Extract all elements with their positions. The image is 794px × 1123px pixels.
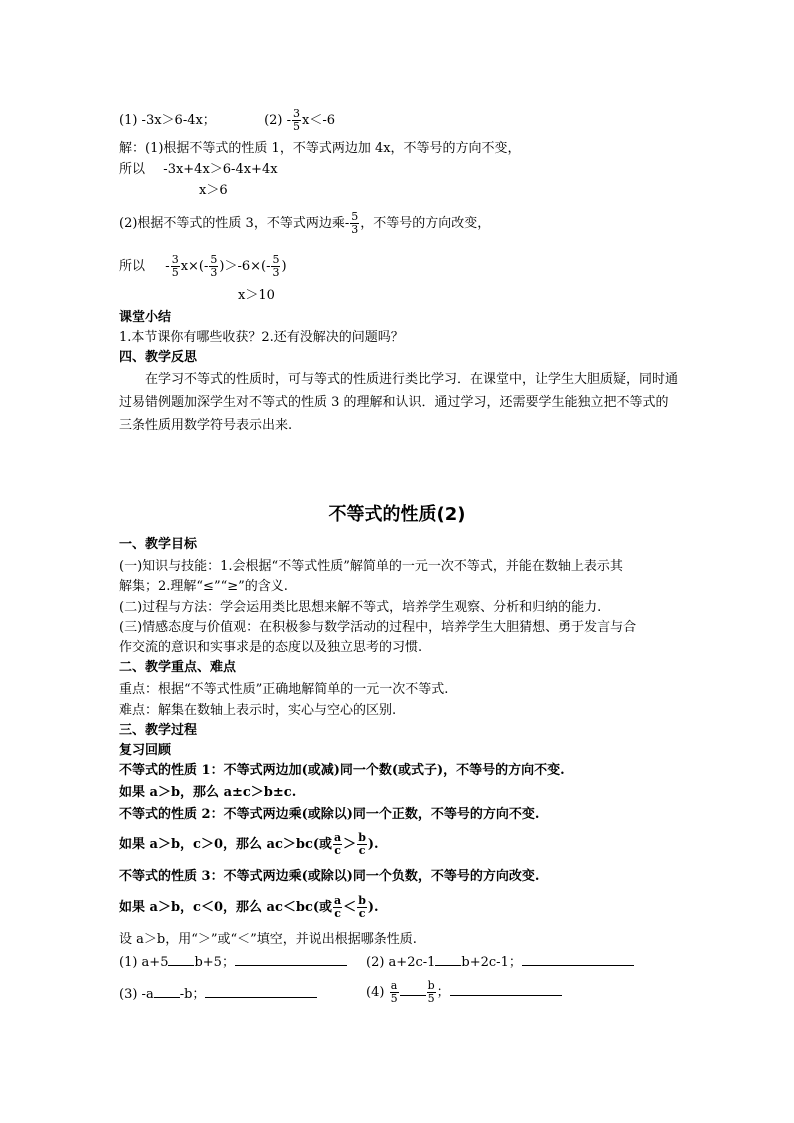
property-3: 不等式的性质 3：不等式两边乘(或除以)同一个负数，不等号的方向改变.: [119, 869, 540, 884]
therefore-line-1: [119, 161, 278, 179]
difficulty-text: 难点：解集在数轴上表示时，实心与空心的区别.: [119, 703, 397, 718]
property-3-formula: 如果 a＞b，c＜0，那么 ac＜bc(或 $\frac{a}{c}$ ＜ $\frac{b}{c}$ ).: [119, 894, 379, 920]
goals-heading: 一、教学目标: [119, 537, 198, 552]
review-heading: 复习回顾: [119, 743, 172, 758]
fraction: $\frac{b}{c}$: [358, 831, 366, 857]
result-2: x＞10: [238, 288, 275, 303]
property-1: 不等式的性质 1：不等式两边加(或减)同一个数(或式子)，不等号的方向不变.: [119, 763, 565, 778]
therefore-label: 所以: [119, 259, 146, 274]
property-2: 不等式的性质 2：不等式两边乘(或除以)同一个正数，不等号的方向不变.: [119, 807, 540, 822]
question-3: (3) -a -b；: [119, 984, 317, 1004]
goal-knowledge-line1: (一)知识与技能：1.会根据“不等式性质”解简单的一元一次不等式，并能在数轴上表示其: [119, 559, 623, 574]
fraction: $\frac{a}{5}$: [390, 979, 398, 1005]
fraction: $\frac{3}{5}$: [293, 107, 301, 133]
property-1-formula: 如果 a＞b，那么 a±c＞b±c.: [119, 785, 297, 800]
answer-blank[interactable]: [400, 982, 426, 996]
exercise-2-suffix: x＜-6: [302, 113, 336, 128]
goal-knowledge-line2: 解集；2.理解“≤”“≥”的含义.: [119, 579, 288, 594]
reflection-text: 在学习不等式的性质时，可与等式的性质进行类比学习．在课堂中，让学生大胆质疑，同时通过易错例题加深学生对不等式的性质 3 的理解和认识．通过学习，还需要学生能独立把不等式的三条性质用数学符号表示出来.: [119, 372, 679, 433]
step-expression: -3x+4x＞6-4x+4x: [163, 162, 278, 177]
fraction: $\frac{5}{3}$: [351, 210, 359, 236]
goal-process: (二)过程与方法：学会运用类比思想来解不等式，培养学生观察、分析和归纳的能力.: [119, 600, 602, 615]
fraction: $\frac{a}{c}$: [334, 894, 342, 920]
reason-blank[interactable]: [522, 952, 634, 966]
answer-blank[interactable]: [154, 984, 180, 998]
exercise-line: [119, 108, 335, 133]
summary-text: 1.本节课你有哪些收获？2.还有没解决的问题吗？: [119, 330, 404, 345]
question-1: (1) a+5 b+5；: [119, 952, 347, 972]
fraction: $\frac{5}{3}$: [210, 253, 218, 279]
reason-blank[interactable]: [450, 982, 562, 996]
task-instruction: 设 a＞b，用“＞”或“＜”填空，并说出根据哪条性质.: [119, 932, 417, 947]
section-title: 不等式的性质(2): [328, 504, 466, 525]
goal-attitude-line1: (三)情感态度与价值观：在积极参与数学活动的过程中，培养学生大胆猜想、勇于发言与合: [119, 620, 637, 635]
solution-2: (2)根据不等式的性质 3，不等式两边乘- $\frac{5}{3}$ ，不等号的方向改变，: [119, 210, 491, 236]
focus-text: 重点：根据“不等式性质”正确地解简单的一元一次不等式.: [119, 682, 449, 697]
answer-blank[interactable]: [168, 952, 194, 966]
question-4: (4) $\frac{a}{5}$ $\frac{b}{5}$ ；: [366, 980, 562, 1005]
process-heading: 三、教学过程: [119, 723, 198, 738]
therefore-label: 所以: [119, 162, 146, 177]
reason-blank[interactable]: [235, 952, 347, 966]
fraction: $\frac{3}{5}$: [171, 253, 179, 279]
goal-attitude-line2: 作交流的意识和实事求是的态度以及独立思考的习惯.: [119, 640, 423, 655]
reflection-heading: 四、教学反思: [119, 350, 198, 365]
answer-blank[interactable]: [435, 952, 461, 966]
exercise-1: (1) -3x＞6-4x；: [119, 113, 216, 128]
property-2-formula: 如果 a＞b，c＞0，那么 ac＞bc(或 $\frac{a}{c}$ ＞ $\frac{b}{c}$ ).: [119, 831, 379, 857]
keypoints-heading: 二、教学重点、难点: [119, 660, 237, 675]
reason-blank[interactable]: [205, 984, 317, 998]
result-1: x＞6: [199, 183, 228, 198]
summary-heading: 课堂小结: [119, 310, 172, 325]
fraction: $\frac{5}{3}$: [272, 253, 280, 279]
solution-1: 解：(1)根据不等式的性质 1，不等式两边加 4x，不等号的方向不变，: [119, 141, 521, 156]
question-2: (2) a+2c-1 b+2c-1；: [366, 952, 634, 972]
therefore-line-2: 所以 - $\frac{3}{5}$ x×(- $\frac{5}{3}$ )＞-6×(- $\frac{5}{3}$ ): [119, 253, 287, 279]
exercise-2-prefix: (2) -: [264, 113, 292, 128]
fraction: $\frac{b}{5}$: [427, 979, 435, 1005]
fraction: $\frac{b}{c}$: [358, 894, 366, 920]
fraction: $\frac{a}{c}$: [334, 831, 342, 857]
